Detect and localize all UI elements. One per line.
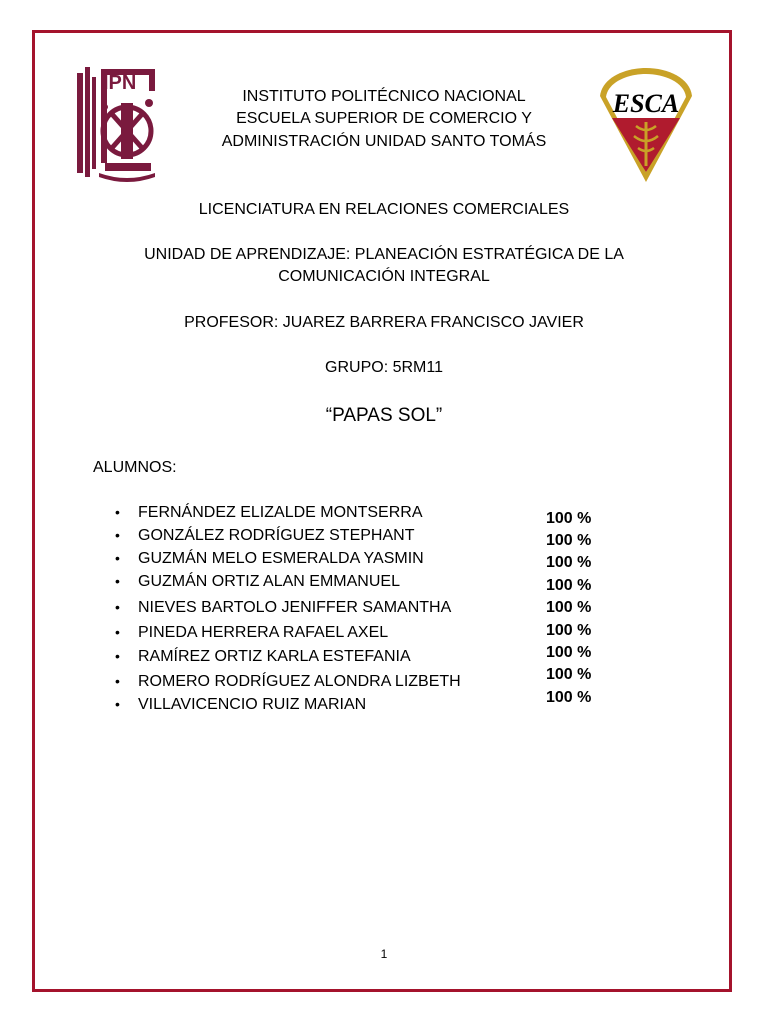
student-name: VILLAVICENCIO RUIZ MARIAN	[138, 696, 367, 713]
bullet-icon: •	[115, 648, 120, 664]
student-name: RAMÍREZ ORTIZ KARLA ESTEFANIA	[138, 648, 411, 665]
list-item	[112, 570, 532, 593]
participation-percent: 100 %	[546, 577, 592, 594]
students-label: ALUMNOS:	[93, 459, 177, 476]
list-item	[112, 621, 532, 644]
institution-name: INSTITUTO POLITÉCNICO NACIONAL	[242, 88, 526, 105]
list-item	[112, 596, 532, 619]
list-item	[112, 670, 532, 693]
bullet-icon: •	[115, 673, 120, 689]
student-name: GUZMÁN ORTIZ ALAN EMMANUEL	[138, 573, 400, 590]
esca-logo-letters: ESCA	[612, 89, 680, 118]
project-title: “PAPAS SOL”	[325, 405, 443, 426]
bullet-icon: •	[115, 504, 120, 520]
bullet-icon: •	[115, 696, 120, 712]
bullet-icon: •	[115, 527, 120, 543]
list-item	[112, 693, 532, 716]
participation-percent: 100 %	[546, 666, 592, 683]
student-name: NIEVES BARTOLO JENIFFER SAMANTHA	[138, 599, 452, 616]
page-number: 1	[380, 947, 388, 961]
list-item	[112, 645, 532, 668]
bullet-icon: •	[115, 573, 120, 589]
student-name: GUZMÁN MELO ESMERALDA YASMIN	[138, 550, 424, 567]
student-name: PINEDA HERRERA RAFAEL AXEL	[138, 624, 389, 641]
participation-percent: 100 %	[546, 599, 592, 616]
learning-unit-line1: UNIDAD DE APRENDIZAJE: PLANEACIÓN ESTRATÉGICA DE LA	[144, 246, 624, 263]
student-name: FERNÁNDEZ ELIZALDE MONTSERRA	[138, 504, 423, 521]
list-item	[112, 547, 532, 570]
student-name: ROMERO RODRÍGUEZ ALONDRA LIZBETH	[138, 673, 461, 690]
participation-percent: 100 %	[546, 622, 592, 639]
participation-percent: 100 %	[546, 554, 592, 571]
program-name: LICENCIATURA EN RELACIONES COMERCIALES	[198, 201, 570, 218]
school-name-line2: ADMINISTRACIÓN UNIDAD SANTO TOMÁS	[221, 133, 547, 150]
bullet-icon: •	[115, 599, 120, 615]
bullet-icon: •	[115, 624, 120, 640]
participation-percent: 100 %	[546, 689, 592, 706]
student-name: GONZÁLEZ RODRÍGUEZ STEPHANT	[138, 527, 415, 544]
participation-percent: 100 %	[546, 644, 592, 661]
list-item	[112, 524, 532, 547]
learning-unit-line2: COMUNICACIÓN INTEGRAL	[278, 268, 490, 285]
school-name-line1: ESCUELA SUPERIOR DE COMERCIO Y	[236, 110, 532, 127]
group-code: GRUPO: 5RM11	[325, 359, 443, 376]
bullet-icon: •	[115, 550, 120, 566]
professor-name: PROFESOR: JUAREZ BARRERA FRANCISCO JAVIER	[184, 314, 584, 331]
participation-percent: 100 %	[546, 510, 592, 527]
participation-percent: 100 %	[546, 532, 592, 549]
list-item	[112, 501, 532, 524]
ipn-logo-letters: IPN	[103, 72, 137, 94]
